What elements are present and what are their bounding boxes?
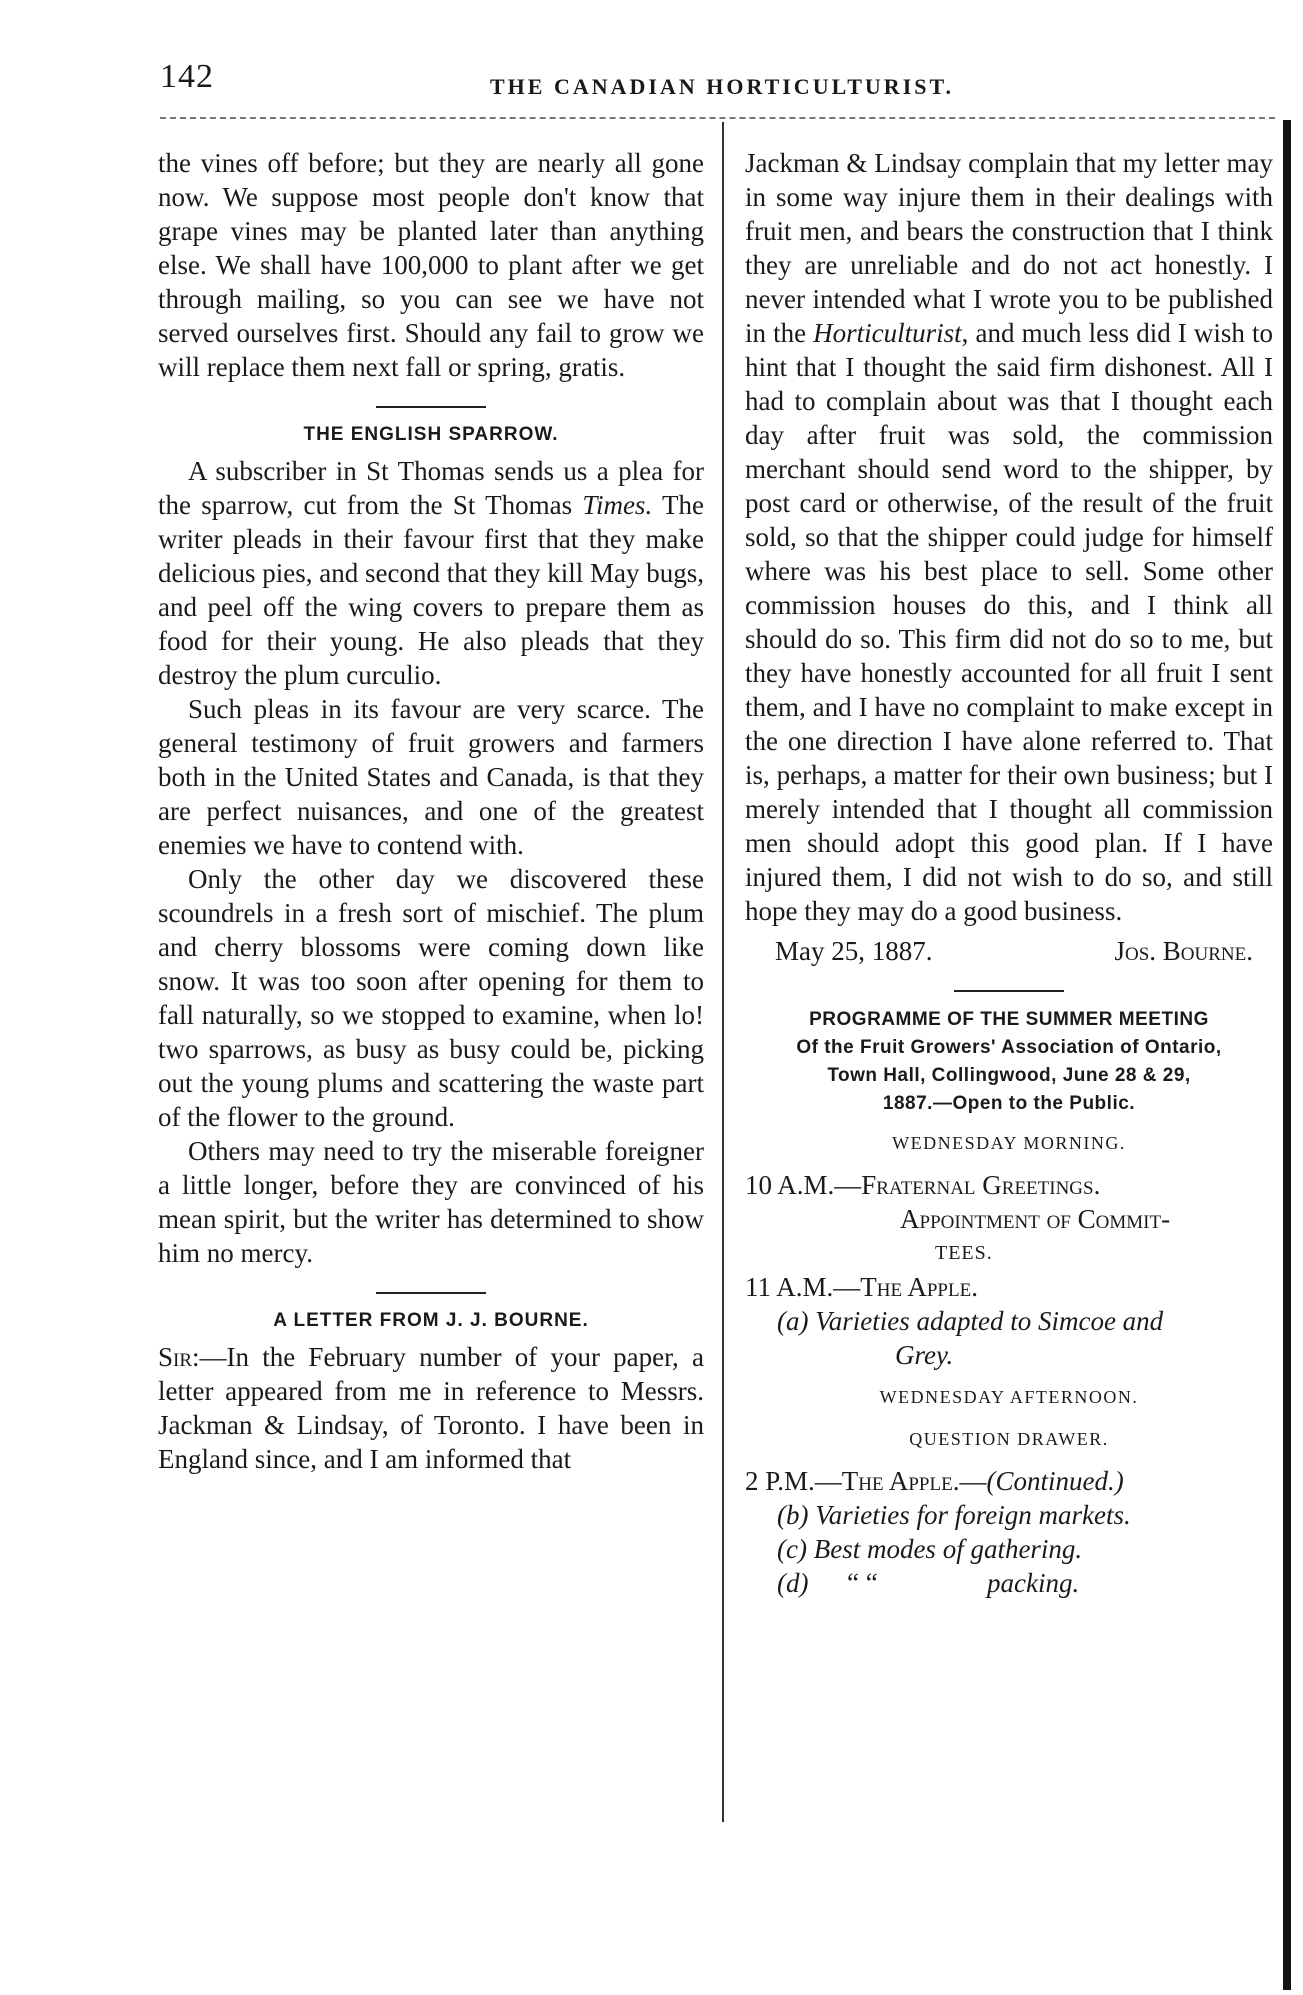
sparrow-p1-text: A subscriber in St Thomas sends us a plea for the sparrow, cut from the St Thomas xyxy=(158,456,704,520)
column-divider xyxy=(722,122,724,1822)
header-rule xyxy=(160,117,1275,119)
section-rule xyxy=(954,990,1064,992)
wednesday-morning-heading: WEDNESDAY MORNING. xyxy=(892,1133,1126,1153)
programme-item-2pm-c: (c) Best modes of gathering. xyxy=(777,1534,1083,1564)
right-column xyxy=(745,146,1273,1600)
letter-paragraph xyxy=(158,1340,704,1476)
programme-item-2pm-b: (b) Varieties for foreign markets. xyxy=(777,1500,1131,1530)
section-rule xyxy=(376,406,486,408)
item-time: 11 A.M.— xyxy=(745,1272,861,1302)
letter-cont-text-2: , and much less did I wish to hint that I thought the said firm dishonest. All I had to complain about was that I thought each day after fruit was sold, the commission merchant should send word to the shipper, by post card or otherwise, of the result of the fruit sold, so that the shipper could judge for himself where was his best place to sell. Some other commission houses do this, and I think all should do so. This firm did not do so to me, but they have honestly accounted for all fruit I sent them, and I have no complaint to make except in the one direction I have alone referred to. That is, perhaps, a matter for their own business; but I merely intended that I thought all commission men should adopt this good plan. If I have injured them, I did not wish to do so, and still hope they may do a good business. xyxy=(745,318,1273,926)
letter-signoff xyxy=(745,934,1273,968)
item-d-label: (d) xyxy=(777,1568,809,1598)
sign-date: May 25, 1887. xyxy=(775,936,933,966)
item-title: The Apple. xyxy=(860,1272,978,1302)
page-edge-shadow xyxy=(1283,120,1291,1990)
sparrow-paragraph-1 xyxy=(158,454,704,692)
sparrow-heading: THE ENGLISH SPARROW. xyxy=(303,424,559,445)
item-time: 2 P.M.— xyxy=(745,1466,842,1496)
programme-item-11am xyxy=(745,1270,1273,1304)
left-column xyxy=(158,146,704,1476)
programme-item-10am-tees: TEES. xyxy=(935,1242,993,1264)
item-d-ditto: “ “ xyxy=(847,1568,878,1598)
item-time: 10 A.M.— xyxy=(745,1170,862,1200)
times-title: Times. xyxy=(582,490,653,520)
programme-subtitle: Of the Fruit Growers' Association of Ontario, xyxy=(796,1037,1222,1058)
programme-item-2pm xyxy=(745,1464,1273,1498)
question-drawer-heading: QUESTION DRAWER. xyxy=(909,1429,1109,1449)
page-header xyxy=(160,58,1275,108)
item-d-text: packing. xyxy=(987,1568,1080,1598)
programme-date: 1887.—Open to the Public. xyxy=(882,1093,1136,1114)
programme-item-2pm-d xyxy=(745,1566,1273,1600)
programme-item-10am xyxy=(745,1168,1273,1202)
letter-heading: A LETTER FROM J. J. BOURNE. xyxy=(273,1310,589,1331)
wednesday-afternoon-heading: WEDNESDAY AFTERNOON. xyxy=(879,1387,1139,1407)
letter-cont-text: Jackman & Lindsay complain that my letter may in some way injure them in their dealings with fruit men, and bears the construction that I think they are unreliable and do not act honestly. I never intended what I wrote you to be published in the xyxy=(745,148,1273,348)
vines-paragraph: the vines off before; but they are nearly all gone now. We suppose most people don't know that grape vines may be planted later than anything else. We shall have 100,000 to plant after we get through mailing, so you can see we have not served ourselves first. Should any fail to grow we will replace them next fall or spring, gratis. xyxy=(158,148,704,382)
salutation: Sir xyxy=(158,1342,193,1372)
item-title: The Apple.— xyxy=(841,1466,987,1496)
programme-item-11am-a: (a) Varieties adapted to Simcoe and xyxy=(777,1306,1164,1336)
letter-p1-text: :—In the February number of your paper, a letter appeared from me in reference to Messrs. Jackman & Lindsay, of Toronto. I have been in England since, and I am informed that xyxy=(158,1342,704,1474)
sparrow-paragraph-2: Such pleas in its favour are very scarce. The general testimony of fruit growers and farmers both in the United States and Canada, is that they are perfect nuisances, and one of the greatest enemies we have to contend with. xyxy=(158,694,704,860)
programme-title: PROGRAMME OF THE SUMMER MEETING xyxy=(809,1009,1209,1030)
sparrow-p1-text-cont: The writer pleads in their favour first that they make delicious pies, and second that they kill May bugs, and peel off the wing covers to prepare them as food for their young. He also pleads that they destroy the plum curculio. xyxy=(158,490,704,690)
sparrow-paragraph-4: Others may need to try the miserable foreigner a little longer, before they are convinced of his mean spirit, but the writer has determined to show him no mercy. xyxy=(158,1136,704,1268)
page-number: 142 xyxy=(160,58,214,95)
section-rule xyxy=(376,1292,486,1294)
sparrow-paragraph-3: Only the other day we discovered these scoundrels in a fresh sort of mischief. The plum and cherry blossoms were coming down like snow. It was too soon after opening for them to fall naturally, so we stopped to examine, when lo! two sparrows, as busy as busy could be, picking out the young plums and scattering the waste part of the flower to the ground. xyxy=(158,864,704,1132)
letter-continuation xyxy=(745,146,1273,928)
running-title: THE CANADIAN HORTICULTURIST. xyxy=(490,74,955,99)
item-title: Fraternal Greetings. xyxy=(861,1170,1101,1200)
programme-heading xyxy=(745,1006,1273,1118)
sign-name: Jos. Bourne. xyxy=(1114,936,1253,966)
horticulturist-title: Horticulturist xyxy=(813,318,962,348)
programme-item-11am-a-cont: Grey. xyxy=(895,1340,954,1370)
item-continued: (Continued.) xyxy=(986,1466,1124,1496)
programme-venue: Town Hall, Collingwood, June 28 & 29, xyxy=(827,1065,1191,1086)
programme-item-10am-cont: Appointment of Commit- xyxy=(900,1204,1171,1234)
